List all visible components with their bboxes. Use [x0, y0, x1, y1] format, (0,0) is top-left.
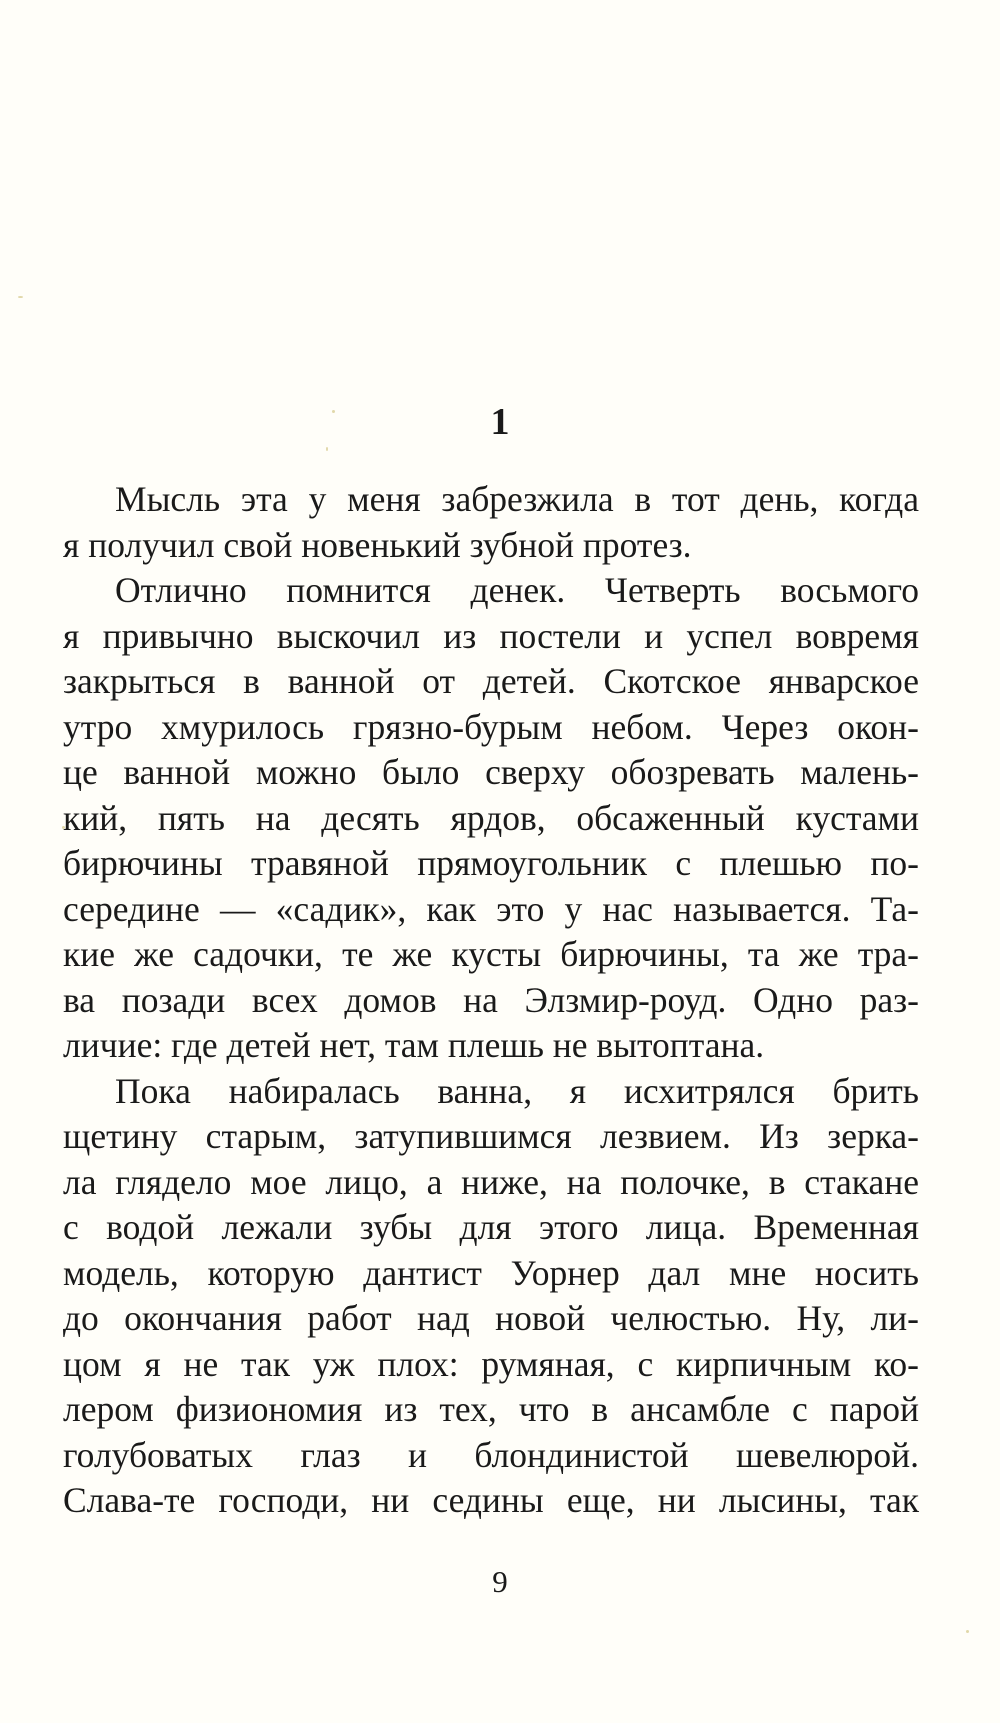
page-number: 9	[492, 1564, 508, 1599]
text-line: утро хмурилось грязно-бурым небом. Через окон-	[63, 706, 919, 747]
text-line: Мысль эта у меня забрезжила в тот день, когда	[115, 479, 919, 519]
text-line: середине — «садик», как это у нас называется. Та-	[63, 888, 919, 929]
text-line: я привычно выскочил из постели и успел вовремя	[63, 615, 919, 656]
text-line: с водой лежали зубы для этого лица. Временная	[63, 1207, 919, 1247]
text-line: Отлично помнится денек. Четверть восьмого	[115, 570, 919, 610]
text-line: цом я не так уж плох: румяная, с кирпичным ко-	[63, 1343, 919, 1384]
text-line: лером физиономия из тех, что в ансамбле с парой	[63, 1389, 919, 1429]
paper-speck	[326, 447, 328, 451]
text-line: модель, которую дантист Уорнер дал мне носить	[63, 1252, 919, 1293]
text-line: бирючины травяной прямоугольник с плешью по-	[63, 843, 919, 883]
text-line: ва позади всех домов на Элзмир-роуд. Одно раз-	[63, 979, 919, 1020]
text-line: це ванной можно было сверху обозревать малень-	[63, 752, 919, 792]
text-line: Слава-те господи, ни седины еще, ни лысины, так	[63, 1480, 919, 1520]
text-line: я получил свой новенький зубной протез.	[63, 524, 692, 565]
text-line: голубоватых глаз и блондинистой шевелюрой.	[63, 1434, 919, 1475]
paper-speck	[966, 1630, 969, 1633]
text-line: щетину старым, затупившимся лезвием. Из зерка-	[63, 1116, 919, 1156]
paper-speck	[18, 296, 23, 298]
text-line: личие: где детей нет, там плешь не вытоптана.	[63, 1025, 765, 1065]
text-line: до окончания работ над новой челюстью. Ну, ли-	[63, 1298, 919, 1338]
text-line: закрыться в ванной от детей. Скотское январское	[63, 661, 919, 701]
text-line: Пока набиралась ванна, я исхитрялся брить	[115, 1070, 919, 1111]
body-text	[63, 477, 919, 1524]
text-line: ла глядело мое лицо, а ниже, на полочке, в стакане	[63, 1161, 919, 1202]
text-line: кие же садочки, те же кусты бирючины, та же тра-	[63, 934, 919, 974]
text-line: кий, пять на десять ярдов, обсаженный кустами	[63, 797, 919, 838]
chapter-number: 1	[490, 401, 510, 443]
